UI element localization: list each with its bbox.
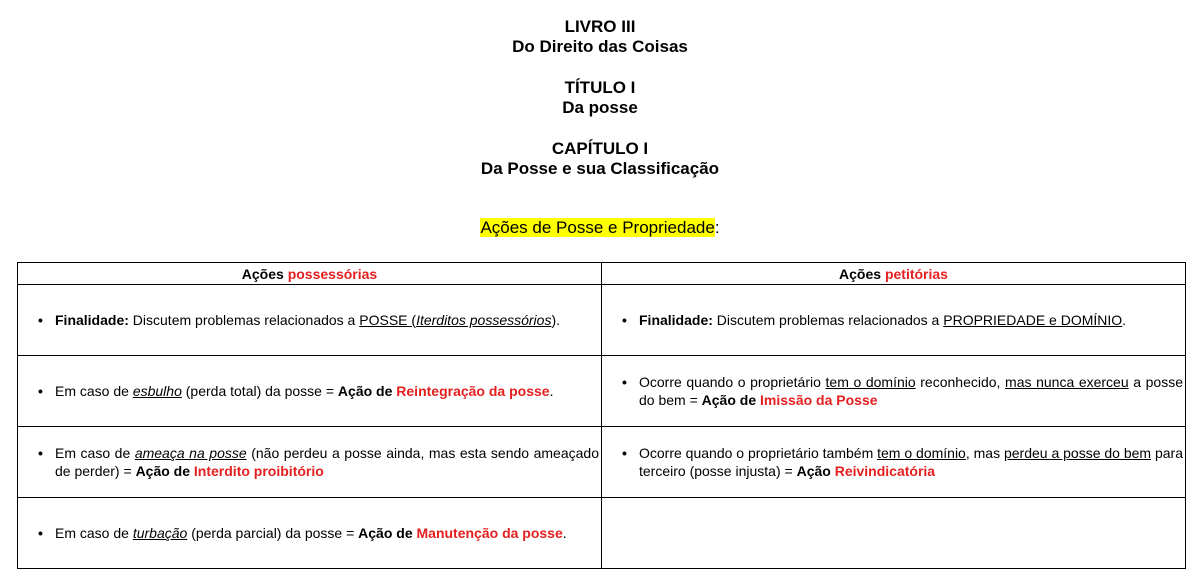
actions-table bbox=[17, 262, 1186, 569]
table-row bbox=[18, 498, 1186, 569]
chapter-subtitle: Da Posse e sua Classificação bbox=[480, 159, 720, 178]
title-heading bbox=[0, 78, 1200, 118]
bullet-icon: • bbox=[622, 312, 627, 328]
bullet-icon: • bbox=[38, 383, 43, 399]
cell-reivindicatoria: • Ocorre quando o proprietário também tem o domínio, mas perdeu a posse do bem para terceiro (posse injusta) = Ação Reivindicatória bbox=[602, 427, 1186, 498]
bullet-icon: • bbox=[622, 374, 627, 390]
cell-ameaca: • Em caso de ameaça na posse (não perdeu a posse ainda, mas esta sendo ameaçado de perder) = Ação de Interdito proibitório bbox=[18, 427, 602, 498]
section-subtitle bbox=[0, 218, 1200, 238]
chapter-title: CAPÍTULO I bbox=[551, 139, 649, 158]
bullet-icon: • bbox=[38, 312, 43, 328]
cell-finalidade-propriedade: • Finalidade: Discutem problemas relacionados a PROPRIEDADE e DOMÍNIO. bbox=[602, 285, 1186, 356]
title-title: TÍTULO I bbox=[564, 78, 636, 97]
bullet-icon: • bbox=[38, 445, 43, 461]
title-subtitle: Da posse bbox=[562, 98, 638, 117]
table-row bbox=[18, 356, 1186, 427]
table-row bbox=[18, 285, 1186, 356]
cell-empty bbox=[602, 498, 1186, 569]
book-title: LIVRO III bbox=[564, 17, 636, 36]
bullet-icon: • bbox=[38, 525, 43, 541]
book-subtitle: Do Direito das Coisas bbox=[512, 37, 688, 56]
book-heading bbox=[0, 0, 1200, 57]
cell-imissao: • Ocorre quando o proprietário tem o domínio reconhecido, mas nunca exerceu a posse do bem = Ação de Imissão da Posse bbox=[602, 356, 1186, 427]
table-row bbox=[18, 427, 1186, 498]
cell-turbacao: • Em caso de turbação (perda parcial) da posse = Ação de Manutenção da posse. bbox=[18, 498, 602, 569]
cell-esbulho: • Em caso de esbulho (perda total) da posse = Ação de Reintegração da posse. bbox=[18, 356, 602, 427]
highlighted-subtitle: Ações de Posse e Propriedade bbox=[480, 218, 715, 237]
bullet-icon: • bbox=[622, 445, 627, 461]
cell-finalidade-posse: • Finalidade: Discutem problemas relacionados a POSSE (Iterditos possessórios). bbox=[18, 285, 602, 356]
subtitle-colon: : bbox=[714, 218, 720, 237]
document-header bbox=[0, 0, 1200, 179]
col-head-petitorias: Ações petitórias bbox=[602, 263, 1186, 285]
chapter-heading bbox=[0, 139, 1200, 179]
table-header-row bbox=[18, 263, 1186, 285]
col-head-possessorias: Ações possessórias bbox=[18, 263, 602, 285]
